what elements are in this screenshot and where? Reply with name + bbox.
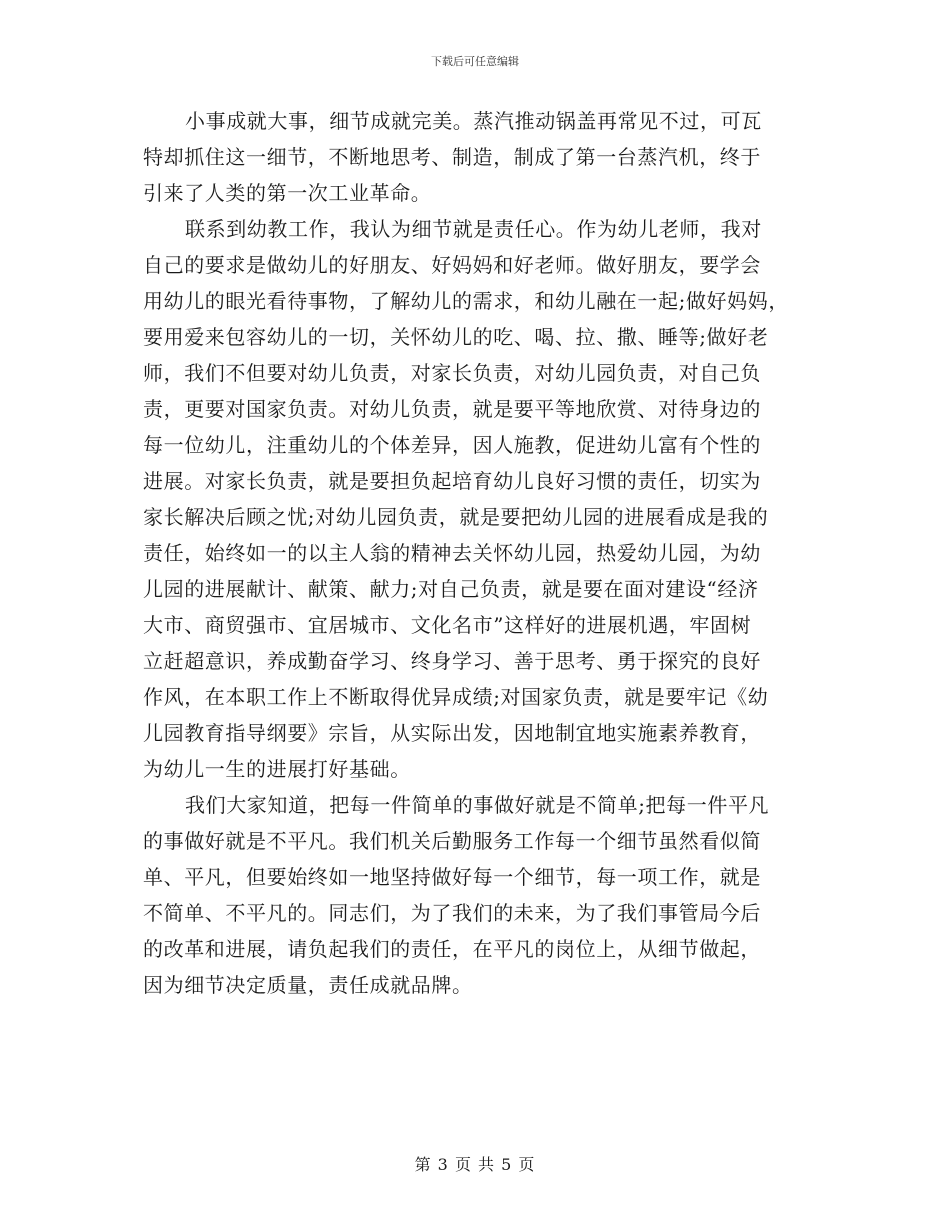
text-line: 引来了人类的第一次工业革命。	[143, 181, 432, 205]
text-line: 每一位幼儿，注重幼儿的个体差异，因人施教，促进幼儿富有个性的	[143, 433, 761, 457]
text-line: 责任，始终如一的以主人翁的精神去关怀幼儿园，热爱幼儿园，为幼	[143, 541, 761, 565]
text-line: 儿园教育指导纲要》宗旨，从实际出发，因地制宜地实施素养教育，	[143, 721, 761, 745]
text-line: 家长解决后顾之忧;对幼儿园负责，就是要把幼儿园的进展看成是我的	[143, 505, 769, 529]
paragraph	[143, 787, 815, 1003]
text-line: 联系到幼教工作，我认为细节就是责任心。作为幼儿老师，我对	[185, 217, 762, 241]
text-line: 师，我们不但要对幼儿负责，对家长负责，对幼儿园负责，对自己负	[143, 361, 761, 385]
paragraph	[143, 103, 815, 211]
text-line: 责，更要对国家负责。对幼儿负责，就是要平等地欣赏、对待身边的	[143, 397, 761, 421]
text-line: 为幼儿一生的进展打好基础。	[143, 757, 411, 781]
text-line: 用幼儿的眼光看待事物，了解幼儿的需求，和幼儿融在一起;做好妈妈，	[143, 289, 789, 313]
text-line: 作风，在本职工作上不断取得优异成绩;对国家负责，就是要牢记《幼	[143, 685, 769, 709]
page-number-footer: 第 3 页 共 5 页	[414, 1155, 536, 1174]
text-line: 不简单、不平凡的。同志们，为了我们的未来，为了我们事管局今后	[143, 901, 761, 925]
text-line: 的事做好就是不平凡。我们机关后勤服务工作每一个细节虽然看似简	[143, 829, 761, 853]
text-line: 特却抓住这一细节，不断地思考、制造，制成了第一台蒸汽机，终于	[143, 145, 761, 169]
text-line: 进展。对家长负责，就是要担负起培育幼儿良好习惯的责任，切实为	[143, 469, 761, 493]
text-line: 要用爱来包容幼儿的一切，关怀幼儿的吃、喝、拉、撒、睡等;做好老	[143, 325, 769, 349]
body-text	[143, 103, 815, 1003]
text-line: 因为细节决定质量，责任成就品牌。	[143, 973, 473, 997]
header-note: 下载后可任意编辑	[431, 55, 519, 68]
text-line: 单、平凡，但要始终如一地坚持做好每一个细节，每一项工作，就是	[143, 865, 761, 889]
text-line: 立赶超意识，养成勤奋学习、终身学习、善于思考、勇于探究的良好	[143, 649, 761, 673]
text-line: 小事成就大事，细节成就完美。蒸汽推动锅盖再常见不过，可瓦	[185, 109, 762, 133]
text-line: 儿园的进展献计、献策、献力;对自己负责，就是要在面对建设“经济	[143, 577, 759, 601]
text-line: 自己的要求是做幼儿的好朋友、好妈妈和好老师。做好朋友，要学会	[143, 253, 761, 277]
text-line: 的改革和进展，请负起我们的责任，在平凡的岗位上，从细节做起，	[143, 937, 761, 961]
text-line: 大市、商贸强市、宜居城市、文化名市”这样好的进展机遇，牢固树	[143, 613, 752, 637]
text-line: 我们大家知道，把每一件简单的事做好就是不简单;把每一件平凡	[185, 793, 770, 817]
paragraph	[143, 211, 815, 787]
